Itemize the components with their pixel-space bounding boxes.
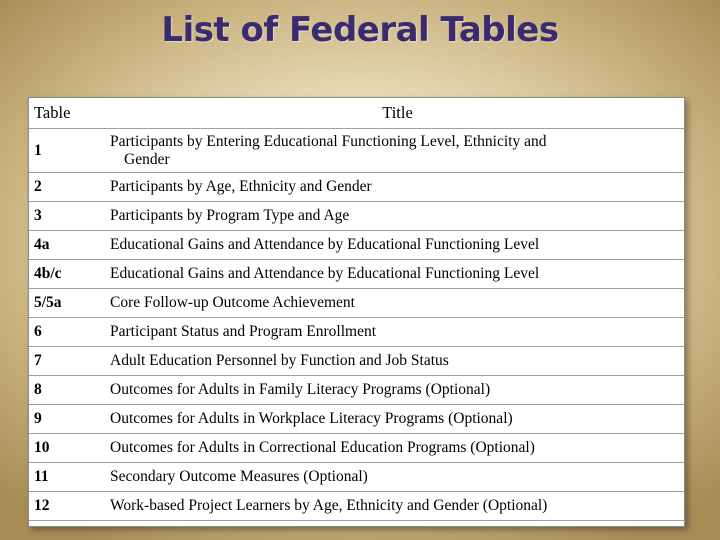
table-title: Core Follow-up Outcome Achievement xyxy=(106,289,684,318)
table-title: Secondary Outcome Measures (Optional) xyxy=(106,463,684,492)
table-title: Work-based Project Learners by Age, Ethnicity and Gender (Optional) xyxy=(106,492,684,521)
table-number: 5/5a xyxy=(29,289,106,318)
table-number: 4a xyxy=(29,231,106,260)
table-title-line: Gender xyxy=(124,150,170,168)
table-row xyxy=(29,129,684,173)
table-title xyxy=(106,129,684,173)
table-row xyxy=(29,434,684,463)
table-number: 10 xyxy=(29,434,106,463)
table-number: 12 xyxy=(29,492,106,521)
table-header-row xyxy=(29,98,684,129)
table-title: Adult Education Personnel by Function and Job Status xyxy=(106,347,684,376)
table-row xyxy=(29,202,684,231)
table-grid xyxy=(29,98,684,521)
table-title: Outcomes for Adults in Family Literacy Programs (Optional) xyxy=(106,376,684,405)
table-number: 1 xyxy=(29,129,106,173)
federal-tables-table xyxy=(28,97,685,527)
table-row xyxy=(29,376,684,405)
header-title: Title xyxy=(106,98,684,129)
table-number: 4b/c xyxy=(29,260,106,289)
table-row xyxy=(29,347,684,376)
table-title: Participants by Age, Ethnicity and Gender xyxy=(106,173,684,202)
table-number: 2 xyxy=(29,173,106,202)
table-number: 3 xyxy=(29,202,106,231)
table-title: Outcomes for Adults in Correctional Education Programs (Optional) xyxy=(106,434,684,463)
table-row xyxy=(29,405,684,434)
table-title: Outcomes for Adults in Workplace Literacy Programs (Optional) xyxy=(106,405,684,434)
table-title-line: Participants by Entering Educational Functioning Level, Ethnicity and xyxy=(110,132,547,150)
table-row xyxy=(29,260,684,289)
table-title: Participants by Program Type and Age xyxy=(106,202,684,231)
table-row xyxy=(29,289,684,318)
table-row xyxy=(29,318,684,347)
table-title: Participant Status and Program Enrollment xyxy=(106,318,684,347)
table-number: 7 xyxy=(29,347,106,376)
table-number: 8 xyxy=(29,376,106,405)
table-row xyxy=(29,173,684,202)
slide-title: List of Federal Tables xyxy=(161,10,559,50)
table-row xyxy=(29,231,684,260)
table-number: 6 xyxy=(29,318,106,347)
table-title: Educational Gains and Attendance by Educational Functioning Level xyxy=(106,260,684,289)
table-number: 9 xyxy=(29,405,106,434)
table-number: 11 xyxy=(29,463,106,492)
table-row xyxy=(29,492,684,521)
table-title: Educational Gains and Attendance by Educational Functioning Level xyxy=(106,231,684,260)
header-table: Table xyxy=(29,98,106,129)
table-row xyxy=(29,463,684,492)
